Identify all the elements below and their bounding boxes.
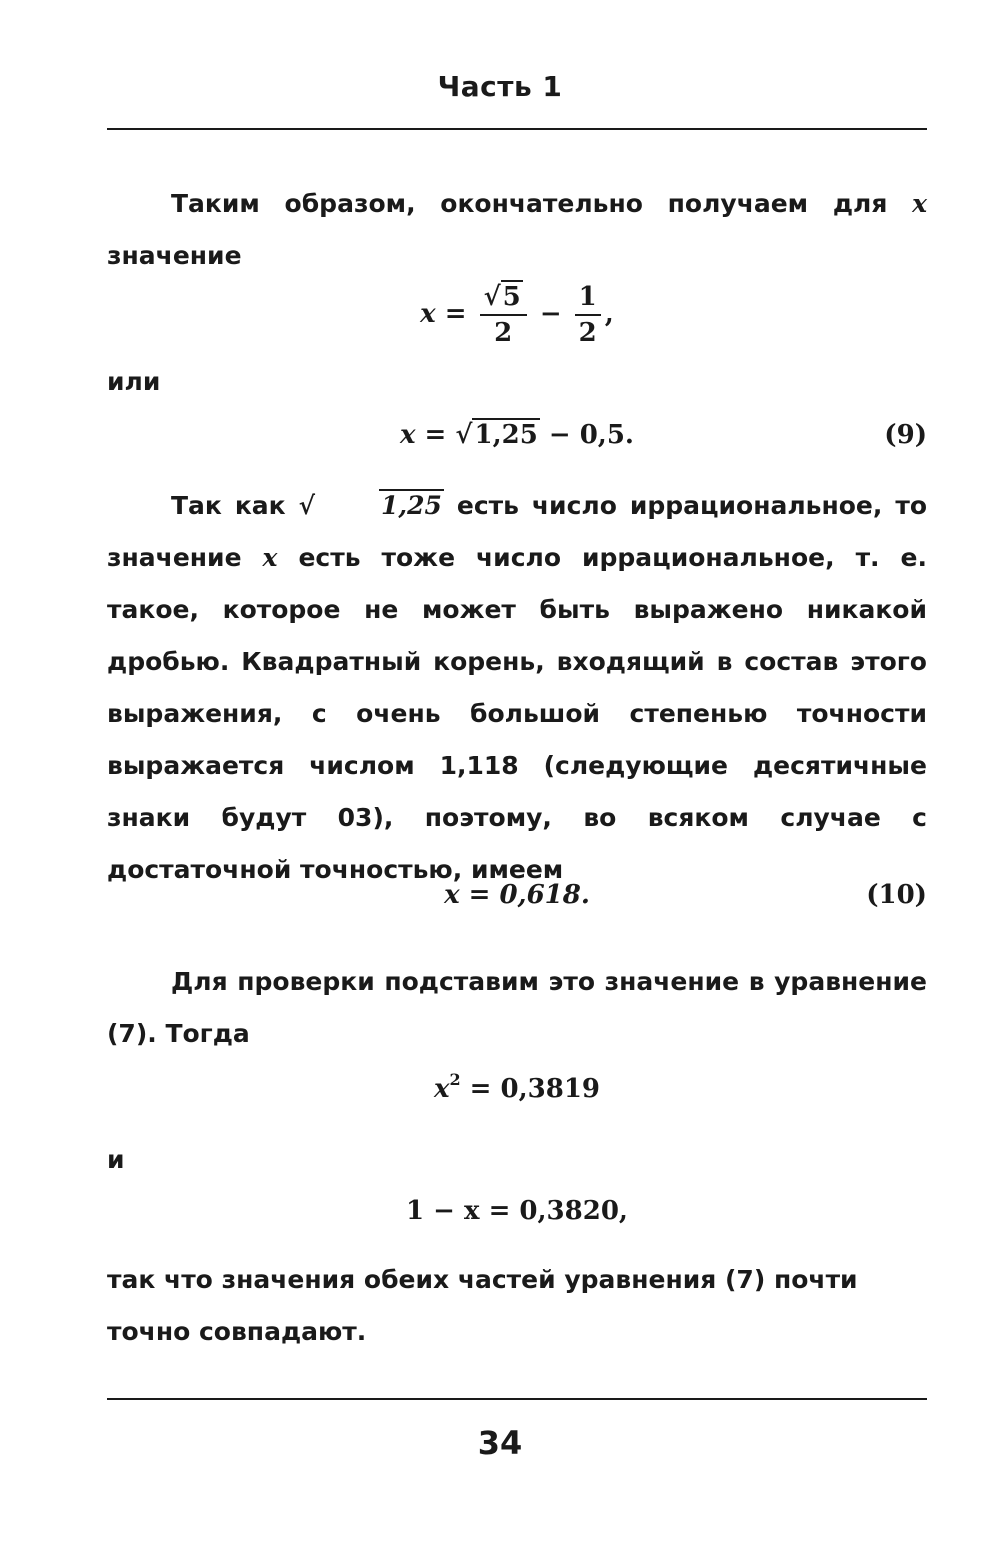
fraction-1-over-2 xyxy=(575,280,601,350)
paragraph-irrational xyxy=(107,480,927,896)
eq9-radicand: 1,25 xyxy=(474,420,538,450)
eq10-lhs: x = 0,618. xyxy=(444,880,590,910)
paragraph-check: Для проверки подставим это значение в уравнение (7). Тогда xyxy=(107,967,927,1048)
eq-x-lhs: x = xyxy=(420,299,467,329)
equation-number-9: (9) xyxy=(884,420,927,450)
p2-radicand: 1,25 xyxy=(381,491,442,520)
equation-x-fraction xyxy=(107,280,927,350)
eq-x2-base: x xyxy=(433,1074,450,1104)
eq-x2-exponent: 2 xyxy=(449,1070,461,1089)
page-number: 34 xyxy=(477,1424,523,1462)
fraction-sqrt5-over-2 xyxy=(480,280,527,350)
equation-number-10: (10) xyxy=(866,880,927,910)
fraction-numerator xyxy=(480,280,527,316)
p2-after-sqrt: есть число иррациональное, то значение xyxy=(107,491,927,572)
p2-start: Так как xyxy=(171,491,299,520)
word-or: или xyxy=(107,367,161,396)
equation-1-minus-x: 1 − x = 0,3820, xyxy=(406,1196,628,1226)
equation-x-squared xyxy=(107,1070,927,1104)
paragraph-conclusion: так что значения обеих частей уравнения (7) почти точно совпадают. xyxy=(107,1265,858,1346)
intro-var: x xyxy=(912,189,927,218)
sqrt-icon: √ xyxy=(298,491,316,520)
eq-x2-rhs: = 0,3819 xyxy=(460,1074,601,1104)
header-rule xyxy=(107,128,927,130)
word-and: и xyxy=(107,1145,125,1174)
minus-sign: − xyxy=(539,299,562,329)
paragraph-intro xyxy=(107,178,927,282)
equation-9 xyxy=(107,420,927,450)
fraction-denominator: 2 xyxy=(494,318,513,348)
eq9-lhs: x = xyxy=(400,420,456,450)
p2-rest: есть тоже число иррациональное, т. е. такое, которое не может быть выражено никакой дробью. Квадратный корень, входящий в состав этого выражения, с очень большой степенью точности выражается числом 1,118 (следующие десятичные знаки будут 03), поэтому, во всяком случае с достаточной точностью, имеем xyxy=(107,543,928,884)
intro-text-before: Таким образом, окончательно получаем для xyxy=(171,189,913,218)
comma: , xyxy=(604,299,614,329)
eq9-rest: − 0,5. xyxy=(539,420,634,450)
radicand: 5 xyxy=(502,282,521,312)
sqrt-icon: √ xyxy=(483,282,501,312)
intro-text-after: значение xyxy=(107,241,242,270)
running-header: Часть 1 xyxy=(437,70,563,103)
sqrt-icon: √ xyxy=(455,420,473,450)
equation-10 xyxy=(107,880,927,910)
fraction-denominator: 2 xyxy=(578,318,597,348)
p2-var: x xyxy=(262,543,278,572)
fraction-numerator: 1 xyxy=(575,280,601,316)
footer-rule xyxy=(107,1398,927,1400)
